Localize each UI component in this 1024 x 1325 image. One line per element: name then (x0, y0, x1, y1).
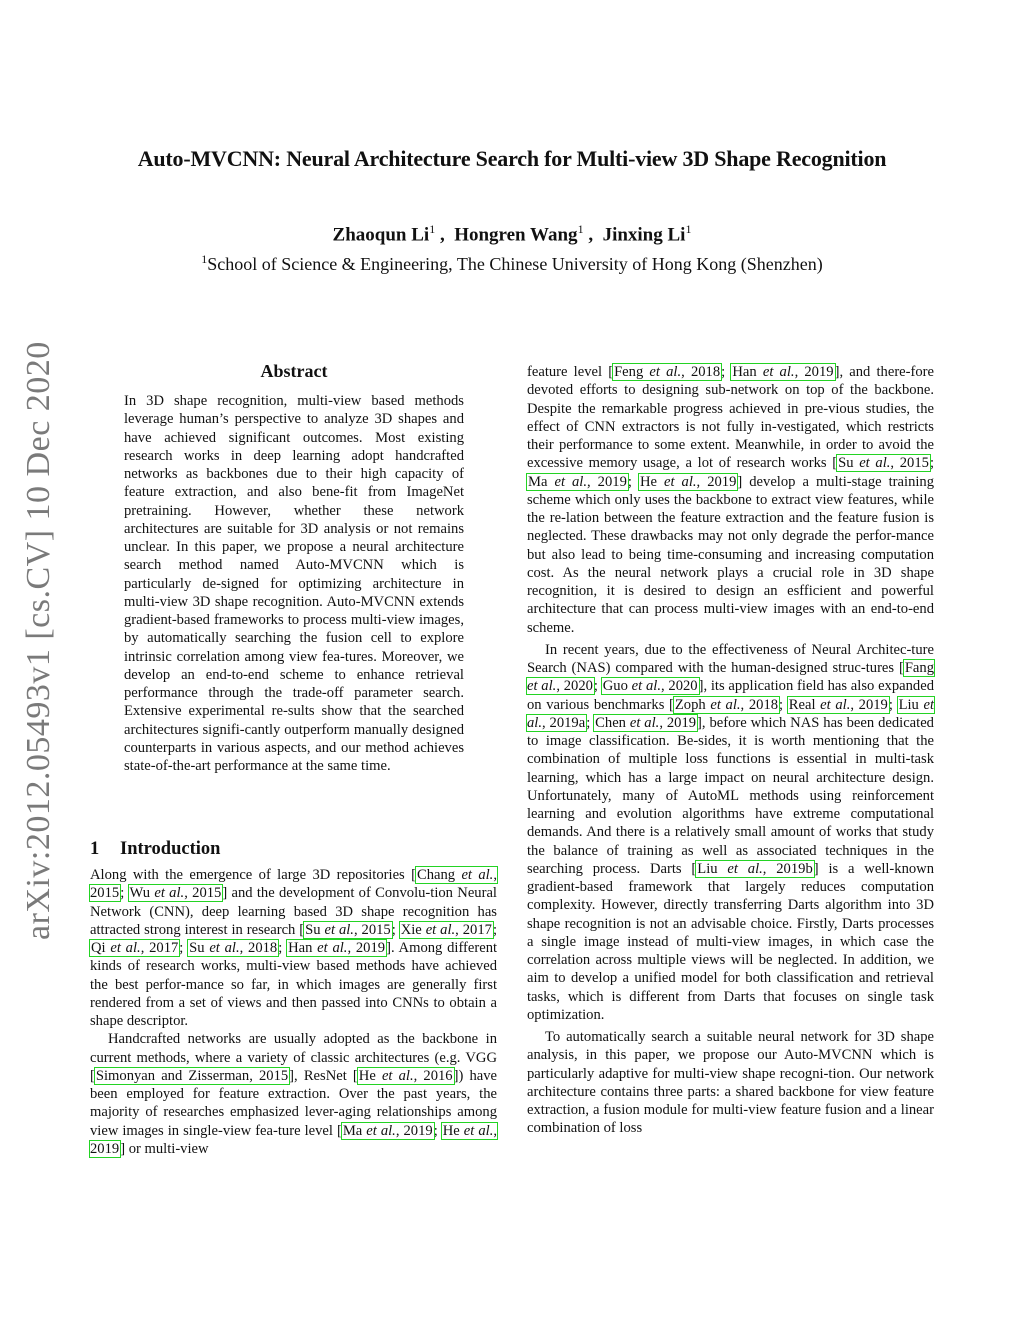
intro-paragraph: feature level [Feng et al., 2018; Han et al., 2019], and there-fore devoted efforts to designing sub-network on top of the backbone. Despite the remarkable progress achieved in pre-vious studies, the effect of CNN extractors is not fully in-vestigated, which restricts their performance to some extent. Meanwhile, in order to avoid the excessive memory usage, a lot of research works [Su et al., 2015; Ma et al., 2019; He et al., 2019] develop a multi-stage training scheme which only uses the backbone to extract view features, while the re-lation between the feature extraction and the feature fusion is neglected. These drawbacks may not only degrade the perfor-mance but also lead to being time-consuming and increasing computation cost. As the neural network plays a crucial role in 3D shape recognition, it is desired to design an esfficient and powerful architecture that can process multi-view images with an end-to-end scheme. (527, 364, 935, 636)
section-heading (90, 839, 220, 860)
author-list: Zhaoqun Li$^1$ , Hongren Wang$^1$ , Jinxing Li$^1$ (332, 222, 692, 246)
author-affiliation-mark: 1 (685, 222, 692, 236)
citation-link[interactable]: Simonyan and Zisserman, 2015 (95, 1067, 289, 1084)
citation-link[interactable]: Real et al., 2019 (788, 696, 888, 713)
citation-link[interactable]: Su et al., 2018 (189, 940, 278, 956)
author-name: Hongren Wang (454, 224, 578, 246)
citation-link[interactable]: Feng et al., 2018 (614, 364, 721, 380)
citation-link[interactable]: Liu et al., 2019b (697, 860, 813, 877)
citation-link[interactable]: He et al., 2016 (358, 1067, 453, 1084)
citation-link[interactable]: Han et al., 2019 (288, 940, 386, 956)
author-name: Zhaoqun Li (332, 224, 430, 246)
citation-link[interactable]: He et al., 2019 (90, 1122, 497, 1157)
author-affiliation-mark: 1 (429, 222, 436, 236)
right-column (527, 363, 934, 1138)
citation-link[interactable]: Guo et al., 2020 (602, 678, 698, 695)
intro-paragraph: Handcrafted networks are usually adopted as the backbone in current methods, where a variety of classic architectures (e.g. VGG [Simonyan and Zisserman, 2015], ResNet [He et al., 2016]) have been employed for feature extraction. Over the past years, the majority of researches emphasized lever-aging relationships among view images in single-view fea-ture level [Ma et al., 2019; He et al., 2019] or multi-view (90, 1031, 497, 1157)
citation-link[interactable]: Su et al., 2015 (838, 455, 929, 472)
citation-link[interactable]: He et al., 2019 (639, 473, 737, 490)
citation-link[interactable]: Xie et al., 2017 (400, 921, 492, 938)
citation-link[interactable]: Fang et al., 2020 (527, 660, 934, 695)
author-name: Jinxing Li (602, 224, 686, 246)
author-affiliation-mark: 1 (577, 222, 584, 236)
citation-link[interactable]: Zoph et al., 2018 (674, 696, 779, 713)
affiliation (0, 252, 1024, 275)
section-title: Introduction (120, 839, 221, 859)
citation-link[interactable]: Chen et al., 2019 (595, 714, 697, 731)
abstract-heading: Abstract (260, 361, 328, 381)
arxiv-stamp: arXiv:2012.05493v1 [cs.CV] 10 Dec 2020 (20, 341, 57, 940)
left-column (90, 866, 497, 1158)
citation-link[interactable]: Ma et al., 2019 (528, 473, 627, 490)
section-number: 1 (90, 839, 100, 859)
citation-link[interactable]: Han et al., 2019 (732, 364, 834, 380)
affiliation-text: School of Science & Engineering, The Chinese University of Hong Kong (Shenzhen) (207, 254, 823, 274)
abstract-text: In 3D shape recognition, multi-view based methods leverage human’s perspective to analyze 3D shapes and have achieved significant outcomes. Most existing research works in deep learning adopt handcrafted networks as backbones due to their high capacity of feature extraction, and also bene-fit from ImageNet pretraining. However, whether these network architectures are suitable for 3D analysis or not remains unclear. In this paper, we propose a neural architecture search method named Auto-MVCNN which is particularly de-signed for optimizing architecture in multi-view 3D shape recognition. Auto-MVCNN extends gradient-based frameworks to process multi-view images, by automatically searching the fusion cell to explore intrinsic correlation among view fea-tures. Moreover, we develop an end-to-end scheme to enhance retrieval performance through the trade-off parameter search. Extensive experimental re-sults show that the searched architectures signifi-cantly outperform manually designed counterparts in various aspects, and our method achieves state-of-the-art performance at the same time. (124, 393, 464, 774)
citation-link[interactable]: Chang et al., 2015 (90, 867, 497, 902)
intro-paragraph: To automatically search a suitable neural network for 3D shape analysis, in this paper, we propose our Auto-MVCNN which is particularly adaptive for multi-view shape recogni-tion. Our network architecture contains three parts: a shared backbone for view feature extraction, a fusion module for multi-view feature fusion and a linear combination of loss (527, 1029, 934, 1137)
citation-link[interactable]: Qi et al., 2017 (91, 940, 179, 956)
paper-title: Auto-MVCNN: Neural Architecture Search for Multi-view 3D Shape Recognition (137, 146, 887, 171)
citation-link[interactable]: Wu et al., 2015 (129, 885, 222, 902)
citation-link[interactable]: Ma et al., 2019 (342, 1122, 433, 1139)
affiliation-mark: 1 (201, 252, 208, 266)
citation-link[interactable]: Liu et al., 2019a (527, 696, 935, 731)
intro-paragraph: Along with the emergence of large 3D repositories [Chang et al., 2015; Wu et al., 2015] and the development of Convolu-tion Neural Network (CNN), deep learning based 3D shape recognition has attracted strong interest in research [Su et al., 2015; Xie et al., 2017; Qi et al., 2017; Su et al., 2018; Han et al., 2019]. Among different kinds of research works, multi-view based methods have achieved the best perfor-mance so far, in which images are generally first rendered from a set of views and then passed into CNNs to obtain a shape descriptor. (90, 867, 498, 1029)
intro-paragraph: In recent years, due to the effectiveness of Neural Architec-ture Search (NAS) compared with the human-designed struc-tures [Fang et al., 2020; Guo et al., 2020], its application field has also expanded on various benchmarks [Zoph et al., 2018; Real et al., 2019; Liu et al., 2019a; Chen et al., 2019], before which NAS has been dedicated to image classification. Be-sides, it is worth mentioning that the combination of multiple loss functions is essential in multi-task learning, which has a large impact on neural architecture design. Unfortunately, many of AutoML methods using reinforcement learning and evolution algorithms have extreme computational demands. And there is a relatively small amount of works that study the balance of training as well as associated techniques in the searching process. Darts [Liu et al., 2019b] is a well-known gradient-based framework that largely reduces computation complexity. However, directly transferring Darts algorithm into 3D shape recognition is not an advisable choice. Firstly, Darts processes a single image instead of multi-view images, in which case the correlation across multiple views will be neglected. In addition, we aim to develop a unified model for both classification and retrieval tasks, which is different from Darts that focuses on single task optimization. (527, 641, 935, 1023)
citation-link[interactable]: Su et al., 2015 (305, 921, 391, 938)
